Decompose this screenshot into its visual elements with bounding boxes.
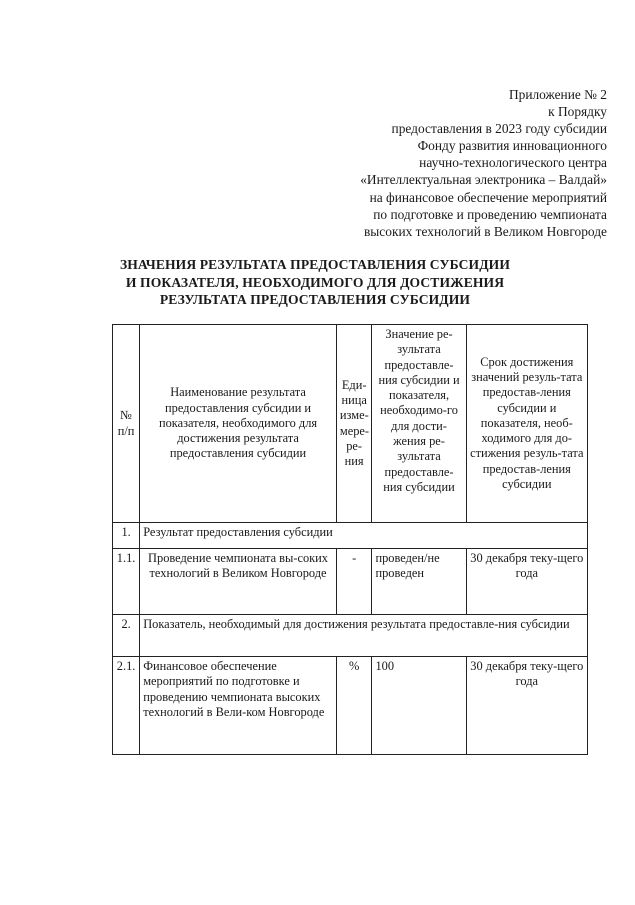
- appendix-line: к Порядку: [548, 104, 607, 120]
- row-name: Проведение чемпионата вы-соких технологий в Великом Новгороде: [140, 549, 337, 615]
- table-row: [113, 657, 588, 755]
- title-line: И ПОКАЗАТЕЛЯ, НЕОБХОДИМОГО ДЛЯ ДОСТИЖЕНИЯ: [125, 274, 505, 290]
- header-deadline: Срок достижения значений резуль-тата предостав-ления субсидии и показателя, необ-ходимого для до-стижения резуль-тата предостав-ления субсидии: [466, 325, 587, 523]
- appendix-line: Фонду развития инновационного: [417, 138, 607, 154]
- row-name: Финансовое обеспечение мероприятий по подготовке и проведению чемпионата высоких технологий в Вели-ком Новгороде: [140, 657, 337, 755]
- appendix-line: Приложение № 2: [508, 87, 607, 102]
- row-deadline: 30 декабря теку-щего года: [466, 549, 587, 615]
- table-row: [113, 549, 588, 615]
- row-unit: %: [336, 657, 372, 755]
- title-line: РЕЗУЛЬТАТА ПРЕДОСТАВЛЕНИЯ СУБСИДИИ: [159, 292, 471, 307]
- appendix-line: предоставления в 2023 году субсидии: [391, 121, 607, 137]
- section-row: [113, 615, 588, 657]
- table-header-row: [113, 325, 588, 523]
- header-value: Значение ре-зультата предоставле-ния субсидии и показателя, необходимо-го для дости-жения ре-зультата предоставле-ния субсидии: [372, 325, 466, 523]
- header-unit: Еди-ница изме-мере-ре-ния: [336, 325, 372, 523]
- document-title: [100, 256, 530, 309]
- row-value: 100: [372, 657, 466, 755]
- appendix-line: на финансовое обеспечение мероприятий: [369, 189, 607, 205]
- section-title: Показатель, необходимый для достижения результата предоставле-ния субсидии: [140, 615, 588, 657]
- row-value: проведен/не проведен: [372, 549, 466, 615]
- row-num: 1.1.: [113, 549, 140, 615]
- appendix-block: [277, 86, 607, 240]
- row-num: 2.1.: [113, 657, 140, 755]
- appendix-line: по подготовке и проведению чемпионата: [373, 206, 607, 222]
- section-row: [113, 523, 588, 549]
- appendix-line: «Интеллектуальная электроника – Валдай»: [360, 172, 607, 188]
- results-table: [112, 324, 588, 755]
- row-deadline: 30 декабря теку-щего года: [466, 657, 587, 755]
- section-title: Результат предоставления субсидии: [140, 523, 588, 549]
- title-line: ЗНАЧЕНИЯ РЕЗУЛЬТАТА ПРЕДОСТАВЛЕНИЯ СУБСИДИИ: [119, 257, 511, 272]
- section-num: 1.: [113, 523, 140, 549]
- appendix-line: научно-технологического центра: [419, 155, 607, 171]
- row-unit: -: [336, 549, 372, 615]
- appendix-line: высоких технологий в Великом Новгороде: [363, 223, 607, 239]
- header-name: Наименование результата предоставления субсидии и показателя, необходимого для достижения результата предоставления субсидии: [140, 325, 337, 523]
- section-num: 2.: [113, 615, 140, 657]
- header-num: № п/п: [113, 325, 140, 523]
